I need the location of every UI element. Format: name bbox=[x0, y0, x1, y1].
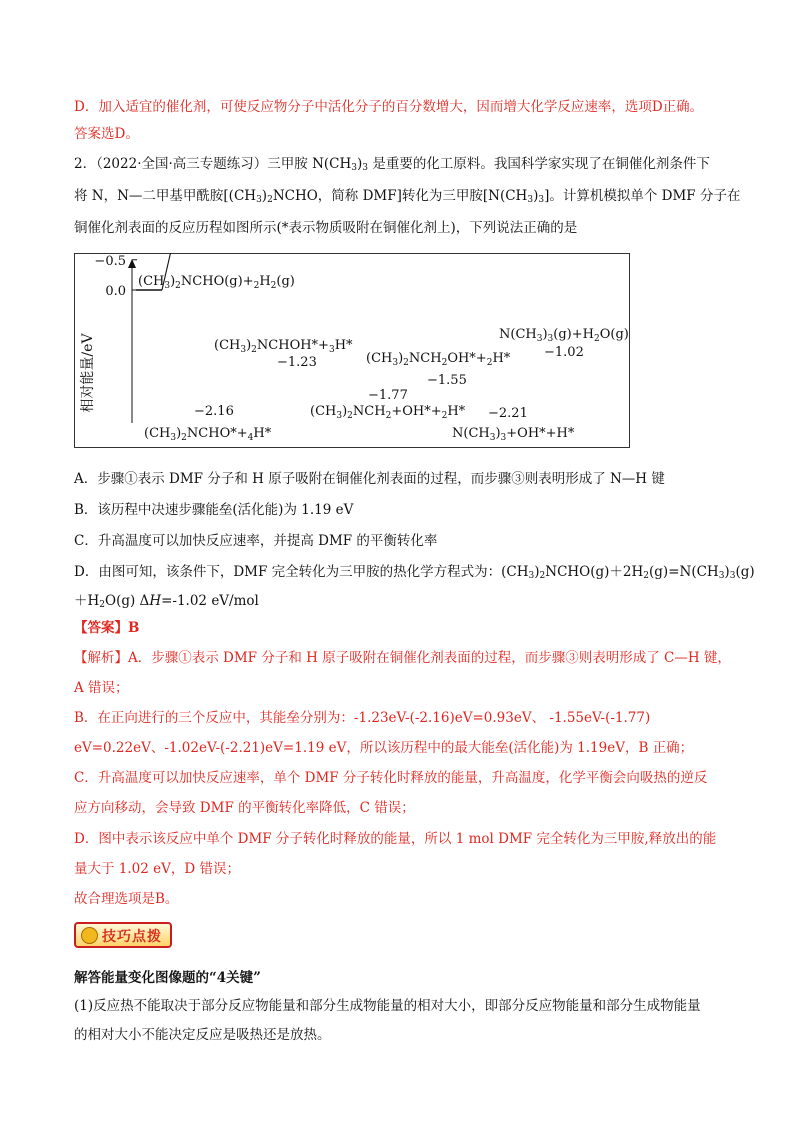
state-label bbox=[452, 426, 575, 443]
state-label-subscript: 3 bbox=[240, 345, 247, 355]
state-label-text: H* bbox=[492, 351, 511, 366]
y-tick-label: 0.0 bbox=[105, 284, 126, 299]
answer: 【答案】B bbox=[74, 620, 140, 636]
state-label-subscript: 3 bbox=[547, 334, 554, 344]
magnifier-icon bbox=[81, 927, 98, 944]
state-label bbox=[144, 426, 272, 443]
y-tick-label: −0.5 bbox=[94, 253, 126, 269]
state-label-text: ) bbox=[246, 338, 252, 353]
tips-paragraph-line-1: (1)反应热不能取决于部分反应物能量和部分生成物能量的相对大小，即部分反应物能量和部分生成物能量 bbox=[74, 998, 701, 1014]
state-label-subscript: 3 bbox=[336, 411, 343, 421]
state-label-subscript: 2 bbox=[441, 411, 448, 421]
question-line-1: 2．（2022·全国·高三专题练习）三甲胺 $N(CH_3)_3$ 是重要的化工原料。我国科学家实现了在铜催化剂条件下 bbox=[74, 156, 710, 173]
state-label-subscript: 3 bbox=[328, 345, 335, 355]
state-label-text: +OH*+H* bbox=[506, 426, 575, 441]
state-label-text: ) bbox=[176, 426, 182, 441]
prev-answer: 答案选D。 bbox=[74, 126, 139, 142]
state-label-text: (CH bbox=[310, 404, 337, 419]
state-label-text: (g)+H bbox=[553, 327, 594, 342]
state-label-subscript: 2 bbox=[251, 345, 257, 355]
state-label-text: NCHOH*+ bbox=[256, 338, 329, 353]
y-ticks bbox=[94, 253, 137, 299]
y-axis-arrow bbox=[128, 259, 136, 268]
state-label-subscript: 2 bbox=[253, 281, 260, 291]
state-label-text: +OH*+ bbox=[391, 404, 442, 419]
analysis-line: 【解析】A．步骤①表示 DMF 分子和 H 原子吸附在铜催化剂表面的过程，而步骤③则表明形成了 C—H 键， bbox=[74, 650, 731, 666]
option-a: A．步骤①表示 DMF 分子和 H 原子吸附在铜催化剂表面的过程，而步骤③则表明形成了 N—H 键 bbox=[74, 471, 665, 487]
state-label-subscript: 2 bbox=[486, 358, 493, 368]
analysis-line: 应方向移动，会导致 DMF 的平衡转化率降低，C 错误； bbox=[74, 800, 415, 816]
state-label-text: O(g) bbox=[599, 327, 629, 342]
prev-option-d: D．加入适宜的催化剂，可使反应物分子中活化分子的百分数增大，因而增大化学反应速率，选项D正确。 bbox=[74, 99, 704, 115]
analysis-line: A 错误； bbox=[74, 680, 129, 696]
state-label-text: ) bbox=[342, 404, 348, 419]
option-d-line-2: $+H_2O(g)$ ΔH=-1.02 eV/mol bbox=[74, 593, 259, 610]
state-label-subscript: 2 bbox=[181, 433, 187, 443]
option-b: B．该历程中决速步骤能垒(活化能)为 1.19 eV bbox=[74, 502, 354, 518]
state-label-text: (CH bbox=[138, 274, 165, 289]
state-label-subscript: 2 bbox=[403, 358, 409, 368]
state-label-subscript: 2 bbox=[270, 281, 277, 291]
question-source: （2022·全国·高三专题练习） bbox=[96, 156, 268, 172]
state-label-text: NCHO(g)+ bbox=[180, 274, 254, 289]
state-label-subscript: 2 bbox=[441, 358, 448, 368]
state-label bbox=[138, 274, 295, 291]
option-c: C．升高温度可以加快反应速率，并提高 DMF 的平衡转化率 bbox=[74, 533, 438, 549]
tips-paragraph-line-2: 的相对大小不能决定反应是吸热还是放热。 bbox=[74, 1027, 331, 1043]
state-label-text: ) bbox=[398, 351, 404, 366]
state-label-subscript: 3 bbox=[170, 433, 177, 443]
state-label-text: N(CH bbox=[499, 327, 537, 342]
state-label-subscript: 3 bbox=[536, 334, 543, 344]
energy-profile-chart bbox=[74, 253, 630, 448]
energy-value-label: −1.02 bbox=[544, 345, 584, 360]
state-label-subscript: 3 bbox=[500, 433, 507, 443]
analysis-line: D．图中表示该反应中单个 DMF 分子转化时释放的能量，所以 1 mol DMF 完全转化为三甲胺,释放出的能 bbox=[74, 831, 717, 847]
state-label-text: OH*+ bbox=[447, 351, 487, 366]
state-label-subscript: 3 bbox=[392, 358, 399, 368]
tips-badge bbox=[74, 922, 172, 948]
state-label-subscript: 3 bbox=[489, 433, 496, 443]
state-label-text: (CH bbox=[366, 351, 393, 366]
analysis-line: C．升高温度可以加快反应速率，单个 DMF 分子转化时释放的能量，升高温度，化学平衡会向吸热的逆反 bbox=[74, 770, 708, 786]
state-label-text: (CH bbox=[144, 426, 171, 441]
analysis-line: 故合理选项是B。 bbox=[74, 891, 179, 907]
energy-value-label: −1.23 bbox=[277, 355, 317, 370]
question-line-2: 将 N，N—二甲基甲酰胺[$(CH_3)_2NCHO$，简称 DMF]转化为三甲胺$[N(CH_3)_3]$。计算机模拟单个 DMF 分子在 bbox=[74, 188, 741, 205]
option-d: D．由图可知，该条件下，DMF 完全转化为三甲胺的热化学方程式为：$(CH_3)_2NCHO(g)+2H_2(g)=N(CH_3)_3(g)$ bbox=[74, 564, 755, 581]
state-label-text: N(CH bbox=[452, 426, 490, 441]
state-label-text: H* bbox=[253, 426, 272, 441]
state-label-text: H bbox=[259, 274, 271, 289]
state-label bbox=[499, 327, 629, 344]
analysis-line: B．在正向进行的三个反应中，其能垒分别为：-1.23eV-(-2.16)eV=0.93eV、 -1.55eV-(-1.77) bbox=[74, 710, 651, 726]
state-label-text: (g) bbox=[276, 274, 295, 289]
state-label-text: NCH bbox=[408, 351, 442, 366]
tips-heading: 解答能量变化图像题的“4关键” bbox=[74, 970, 261, 986]
energy-value-label: −2.16 bbox=[194, 404, 234, 419]
state-label bbox=[366, 351, 511, 368]
question-line-3: 铜催化剂表面的反应历程如图所示(*表示物质吸附在铜催化剂上)，下列说法正确的是 bbox=[74, 220, 578, 236]
state-label-text: H* bbox=[334, 338, 353, 353]
state-label-text: ) bbox=[170, 274, 176, 289]
state-label bbox=[310, 404, 466, 421]
energy-value-label: −2.21 bbox=[488, 406, 528, 421]
state-label-text: H* bbox=[447, 404, 466, 419]
state-label-text: NCHO*+ bbox=[186, 426, 248, 441]
state-label bbox=[214, 338, 353, 355]
analysis-line: eV=0.22eV、-1.02eV-(-2.21)eV=1.19 eV，所以该历程中的最大能垒(活化能)为 1.19eV，B 正确； bbox=[74, 740, 694, 756]
state-label-text: NCH bbox=[352, 404, 386, 419]
question-number: 2． bbox=[74, 156, 97, 172]
energy-value-label: −1.55 bbox=[427, 373, 467, 388]
state-label-subscript: 2 bbox=[175, 281, 181, 291]
energy-value-label: −1.77 bbox=[368, 388, 408, 403]
state-label-subscript: 2 bbox=[385, 411, 392, 421]
y-axis-label: 相对能量/eV bbox=[80, 333, 96, 413]
state-label-text: ) bbox=[542, 327, 548, 342]
tips-badge-label: 技巧点拨 bbox=[102, 929, 162, 945]
state-label-text: (CH bbox=[214, 338, 241, 353]
state-label-subscript: 2 bbox=[593, 334, 600, 344]
state-label-subscript: 4 bbox=[247, 433, 254, 443]
analysis-line: 量大于 1.02 eV，D 错误； bbox=[74, 861, 240, 877]
state-label-text: ) bbox=[495, 426, 501, 441]
state-label-subscript: 3 bbox=[164, 281, 171, 291]
state-label-subscript: 2 bbox=[347, 411, 353, 421]
